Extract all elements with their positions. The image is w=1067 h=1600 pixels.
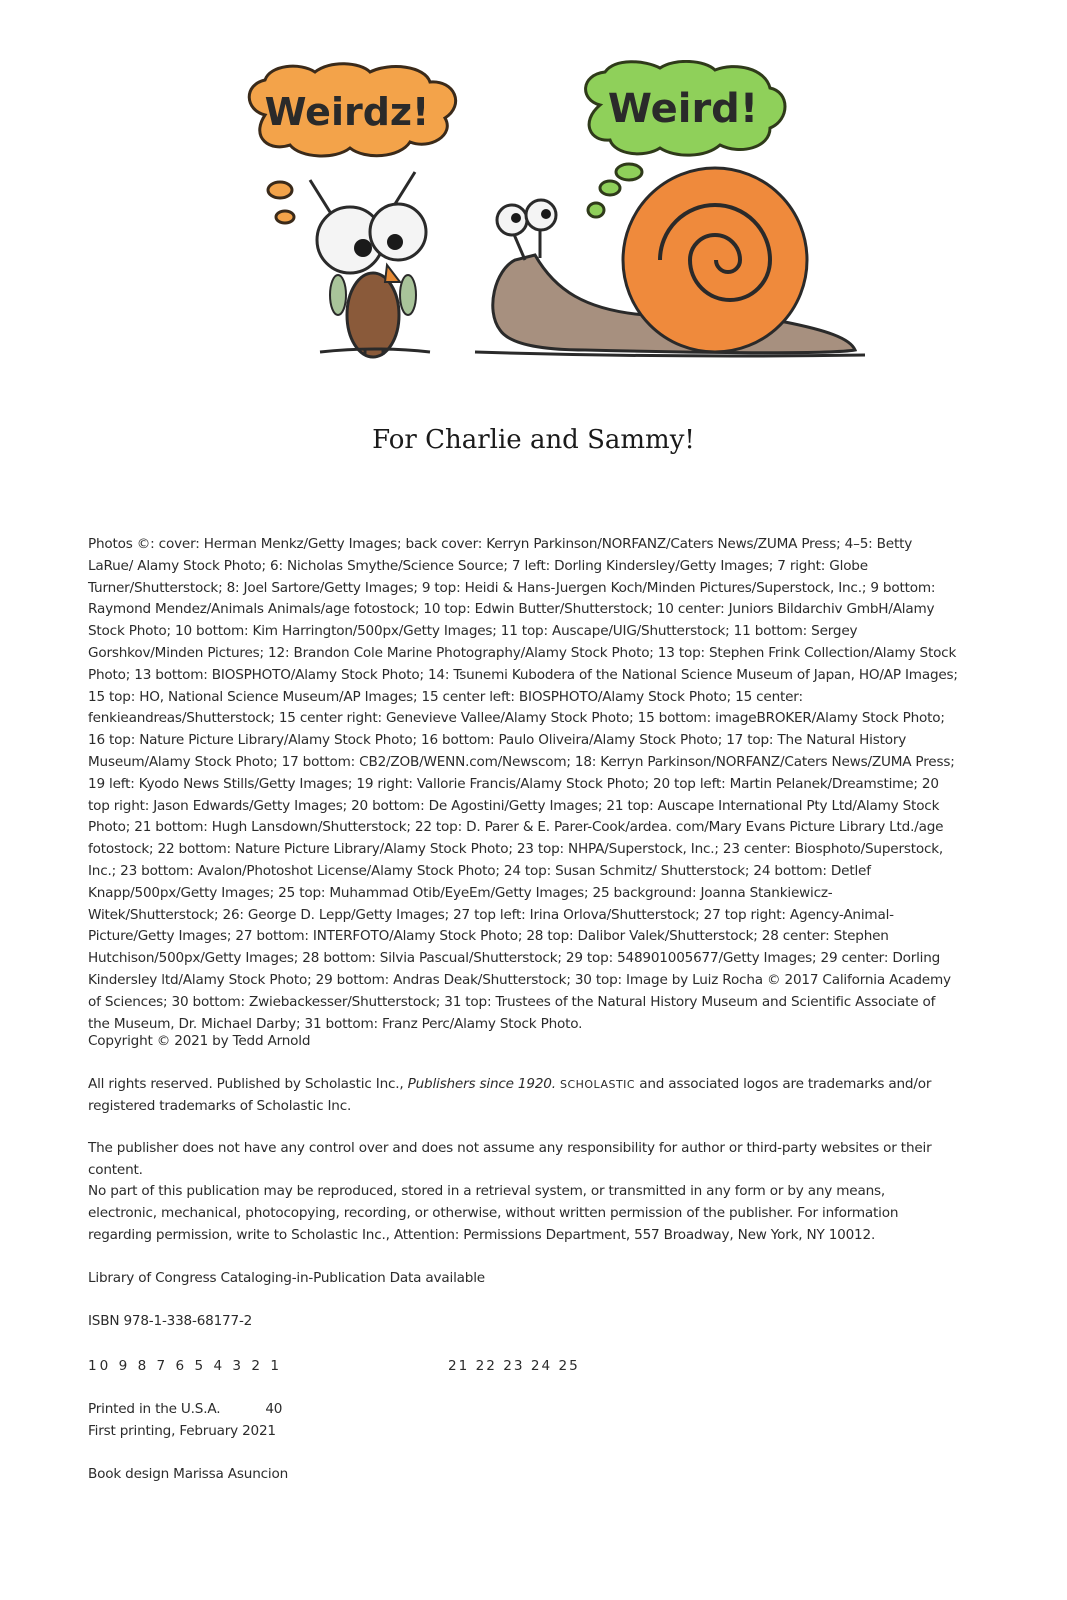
bug-character [310, 172, 430, 357]
isbn: ISBN 978-1-338-68177-2 [88, 1313, 253, 1329]
publishers-since: Publishers since 1920. [407, 1076, 556, 1092]
scholastic-brand: SCHOLASTIC [559, 1078, 636, 1091]
cover-illustration [225, 60, 885, 380]
first-printing: First printing, February 2021 [88, 1422, 276, 1439]
library-of-congress: Library of Congress Cataloging-in-Publication Data available [88, 1270, 485, 1286]
snail-character [475, 168, 865, 356]
print-line-right: 21 22 23 24 25 [448, 1358, 580, 1374]
printing-info [88, 1399, 958, 1443]
photo-credits: Photos ©: cover: Herman Menkz/Getty Images; back cover: Kerryn Parkinson/NORFANZ/Caters News/ZUMA Press; 4–5: Betty LaRue/ Alamy Stock Photo; 6: Nicholas Smythe/Science Source; 7 left: Dorling Kindersley/Getty Images; 7 right: Globe Turner/Shutterstock; 8: Joel Sartore/Getty Images; 9 top: Heidi & Hans-Juergen Koch/Minden Pictures/Superstock, Inc.; 9 bottom: Raymond Mendez/Animals Animals/age fotostock; 10 top: Edwin Butter/Shutterstock; 10 center: Juniors Bildarchiv GmbH/Alamy Stock Photo; 10 bottom: Kim Harrington/500px/Getty Images; 11 top: Auscape/UIG/Shutterstock; 11 bottom: Sergey Gorshkov/Minden Pictures; 12: Brandon Cole Marine Photography/Alamy Stock Photo; 13 top: Stephen Frink Collection/Alamy Stock Photo; 13 bottom: BIOSPHOTO/Alamy Stock Photo; 14: Tsunemi Kubodera of the National Science Museum of Japan, HO/AP Images; 15 top: HO, National Science Museum/AP Images; 15 center left: BIOSPHOTO/Alamy Stock Photo; 15 center: fenkieandreas/Shutterstock; 15 center right: Genevieve Vallee/Alamy Stock Photo; 15 bottom: imageBROKER/Alamy Stock Photo; 16 top: Nature Picture Library/Alamy Stock Photo; 16 bottom: Paulo Oliveira/Alamy Stock Photo; 17 top: The Natural History Museum/Alamy Stock Photo; 17 bottom: CB2/ZOB/WENN.com/Newscom; 18: Kerryn Parkinson/NORFANZ/Caters News/ZUMA Press; 19 left: Kyodo News Stills/Getty Images; 19 right: Vallorie Francis/Alamy Stock Photo; 20 top left: Martin Pelanek/Dreamstime; 20 top right: Jason Edwards/Getty Images; 20 bottom: De Agostini/Getty Images; 21 top: Auscape International Pty Ltd/Alamy Stock Photo; 21 bottom: Hugh Lansdown/Shutterstock; 22 top: D. Parer & E. Parer-Cook/ardea. com/Mary Evans Picture Library Ltd./age fotostock; 22 bottom: Nature Picture Library/Alamy Stock Photo; 23 top: NHPA/Superstock, Inc.; 23 center: Biosphoto/Superstock, Inc.; 23 bottom: Avalon/Photoshot License/Alamy Stock Photo; 24 top: Susan Schmitz/ Shutterstock; 24 bottom: Detlef Knapp/500px/Getty Images; 25 top: Muhammad Otib/EyeEm/Getty Images; 25 background: Joanna Stankiewicz-Witek/Shutterstock; 26: George D. Lepp/Getty Images; 27 top left: Irina Orlova/Shutterstock; 27 top right: Agency-Animal-Picture/Getty Images; 27 bottom: INTERFOTO/Alamy Stock Photo; 28 top: Dalibor Valek/Shutterstock; 28 center: Stephen Hutchison/500px/Getty Images; 28 bottom: Silvia Pascual/Shutterstock; 29 top: 548901005677/Getty Images; 29 center: Dorling Kindersley ltd/Alamy Stock Photo; 29 bottom: Andras Deak/Shutterstock; 30 top: Image by Luiz Rocha © 2017 California Academy of Sciences; 30 bottom: Zwiebackesser/Shutterstock; 31 top: Trustees of the Natural History Museum and Scientific Associate of the Museum, Dr. Michael Darby; 31 bottom: Franz Perc/Alamy Stock Photo. [88, 536, 958, 1032]
reproduction-notice: No part of this publication may be reproduced, stored in a retrieval system, or transmitted in any form or by any means, electronic, mechanical, photocopying, recording, or otherwise, without written permission of the publisher. For information regarding permission, write to Scholastic Inc., Attention: Permissions Department, 557 Broadway, New York, NY 10012. [88, 1183, 899, 1243]
publisher-note: The publisher does not have any control over and does not assume any responsibility for author or third-party websites or their content. [88, 1140, 932, 1178]
rights-text-2: and associated logos are trademarks and/or registered trademarks of Scholastic Inc. [88, 1076, 932, 1114]
rights-text-1: All rights reserved. Published by Scholastic Inc., [88, 1076, 408, 1092]
book-design-credit: Book design Marissa Asuncion [88, 1466, 289, 1482]
printed-in: Printed in the U.S.A. [88, 1401, 221, 1417]
bug-thought-bubble [249, 64, 455, 223]
printed-code: 40 [265, 1401, 283, 1417]
print-line [88, 1356, 988, 1378]
rights-reserved [88, 1074, 958, 1118]
bug-bubble-text: Weirdz! [264, 90, 430, 134]
print-line-left: 10 9 8 7 6 5 4 3 2 1 [88, 1358, 283, 1374]
snail-bubble-text: Weird! [607, 86, 759, 132]
copyright-line: Copyright © 2021 by Tedd Arnold [88, 1033, 311, 1049]
dedication: For Charlie and Sammy! [372, 425, 695, 455]
